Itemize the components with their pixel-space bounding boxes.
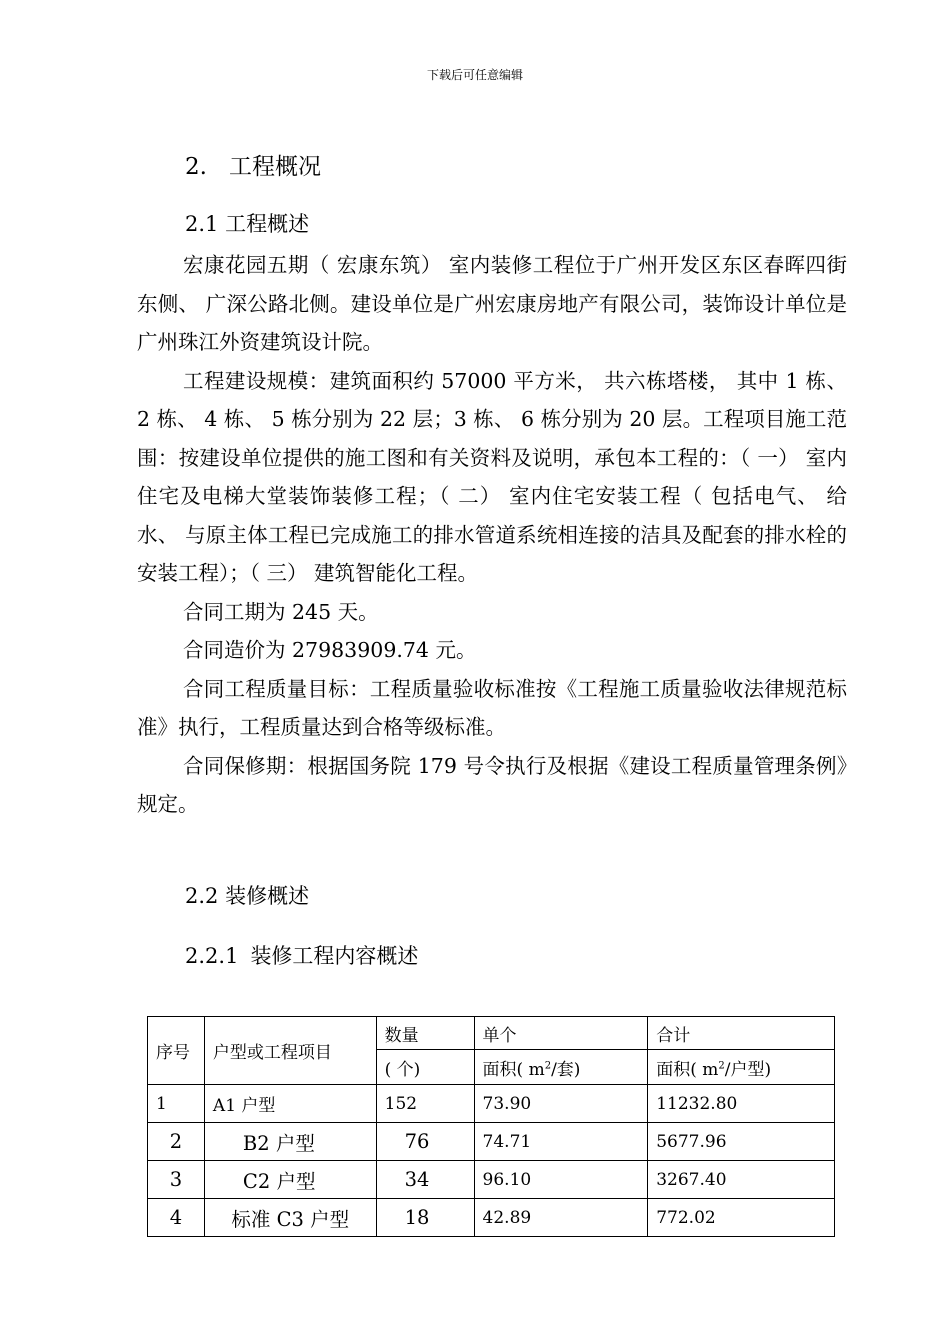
section-heading-2-2: 2.2 装修概述	[185, 884, 310, 908]
cell-qty: 34	[376, 1161, 474, 1199]
table-row	[148, 1199, 835, 1237]
cell-total-area: 11232.80	[648, 1085, 835, 1123]
section-heading-2-2-1	[185, 940, 418, 970]
cell-unit-area: 96.10	[474, 1161, 648, 1199]
cell-unit-area: 42.89	[474, 1199, 648, 1237]
header-seq: 序号	[148, 1017, 205, 1085]
header-qty-unit: ( 个)	[376, 1050, 474, 1085]
cell-unit-area: 73.90	[474, 1085, 648, 1123]
cell-qty: 152	[376, 1085, 474, 1123]
subsection-number: 2.2.1	[185, 944, 239, 968]
cell-item: 标准 C3 户型	[204, 1199, 376, 1237]
table-row	[148, 1085, 835, 1123]
cell-unit-area: 74.71	[474, 1123, 648, 1161]
table-row	[148, 1123, 835, 1161]
cell-seq: 2	[148, 1123, 205, 1161]
cell-item: B2 户型	[204, 1123, 376, 1161]
header-item: 户型或工程项目	[204, 1017, 376, 1085]
unit-type-table	[147, 1016, 835, 1237]
section-title: 工程概况	[228, 154, 321, 180]
cell-total-area: 5677.96	[648, 1123, 835, 1161]
header-total-area: 合计	[648, 1017, 835, 1050]
section-heading-2	[185, 148, 321, 181]
header-total-area-sub: 面积( $m^2/$户型)	[648, 1050, 835, 1085]
subsection-title: 装修工程内容概述	[250, 944, 419, 968]
section-heading-2-1: 2.1 工程概述	[185, 212, 310, 236]
cell-item: C2 户型	[204, 1161, 376, 1199]
paragraph-cost: 合同造价为 27983909.74 元。	[183, 638, 477, 662]
cell-total-area: 772.02	[648, 1199, 835, 1237]
cell-qty: 76	[376, 1123, 474, 1161]
cell-item: A1 户型	[204, 1085, 376, 1123]
paragraph-warranty: 合同保修期：根据国务院 179 号令执行及根据《建设工程质量管理条例》规定。	[137, 753, 847, 816]
cell-total-area: 3267.40	[648, 1161, 835, 1199]
header-unit-area: 单个	[474, 1017, 648, 1050]
overview-body	[137, 246, 847, 824]
cell-qty: 18	[376, 1199, 474, 1237]
paragraph-duration: 合同工期为 245 天。	[183, 599, 379, 624]
paragraph-scale-scope: 工程建设规模：建筑面积约 57000 平方米， 共六栋塔楼， 其中 1 栋、 2 栋、 4 栋、 5 栋分别为 22 层；3 栋、 6 栋分别为 20 层。工程项目施工范围：按建设单位提供的施工图和有关资料及说明，承包本工程的：（ 一） 室内住宅及电梯大堂装饰装修工程；（ 二） 室内住宅安装工程（ 包括电气、 给水、 与原主体工程已完成施工的排水管道系统相连接的洁具及配套的排水栓的安装工程）；（ 三） 建筑智能化工程。	[137, 368, 847, 585]
table-row	[148, 1161, 835, 1199]
table-header-row	[148, 1017, 835, 1050]
page-header: 下载后可任意编辑	[426, 68, 523, 82]
paragraph-location: 宏康花园五期（ 宏康东筑） 室内装修工程位于广州开发区东区春晖四街东侧、 广深公路北侧。建设单位是广州宏康房地产有限公司，装饰设计单位是广州珠江外资建筑设计院。	[137, 253, 847, 354]
header-qty: 数量	[376, 1017, 474, 1050]
header-unit-area-sub: 面积( $m^2/$套)	[474, 1050, 648, 1085]
cell-seq: 1	[148, 1085, 205, 1123]
cell-seq: 3	[148, 1161, 205, 1199]
section-number: 2.	[185, 154, 207, 180]
paragraph-quality: 合同工程质量目标：工程质量验收标准按《工程施工质量验收法律规范标准》执行，工程质量达到合格等级标准。	[137, 676, 847, 739]
cell-seq: 4	[148, 1199, 205, 1237]
